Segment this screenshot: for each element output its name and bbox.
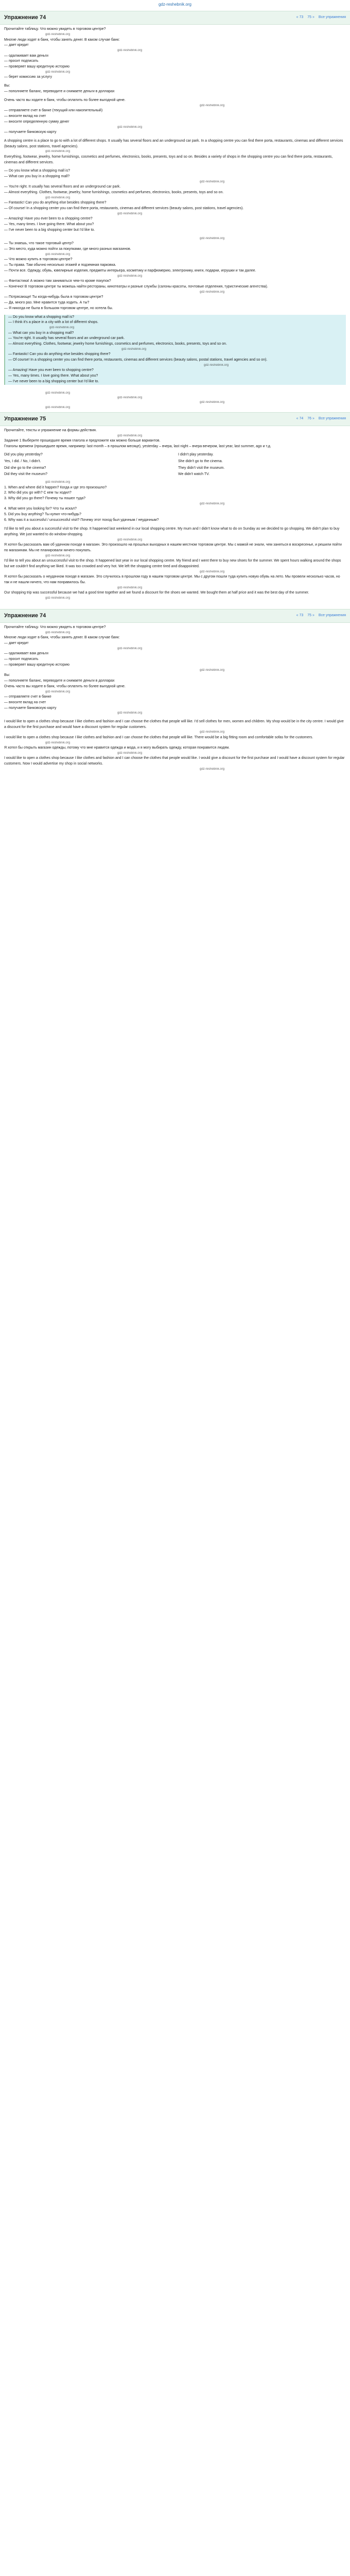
dialog-line: — You're right. It usually has several floors and an underground car park. xyxy=(4,185,121,189)
watermark: gdz-reshebnik.org xyxy=(121,348,147,351)
story-paragraph: I'd like to tell you about a successful visit to the shop. It happened last weekend in our local shopping centre. My mum and I didn't know what to do on Sunday as we decided to go shopping. We didn't plan to buy anything. We just wanted to do window-shopping. xyxy=(4,527,340,536)
table-cell: She didn't go to the cinema. xyxy=(178,459,223,463)
watermark: gdz-reshebnik.org xyxy=(117,212,143,216)
dialog-line: — Do you know what a shopping mall is? xyxy=(8,315,75,319)
text-line: — одалживает вам деньги xyxy=(4,652,48,656)
watermark: gdz-reshebnik.org xyxy=(200,668,225,672)
watermark: gdz-reshebnik.org xyxy=(45,690,71,693)
dialog-line: — Yes, many times. I love going there. What about you? xyxy=(4,223,94,227)
text-line: I would like to open a clothes shop because I like clothes and fashion and I can choose the clothes that people would like. I would give a discount for the first purchase and I would have a discount system for regular customers. Now I would advertise my shop in social networks. xyxy=(4,756,345,766)
all-exercises-link[interactable]: Все упражнения xyxy=(318,614,346,618)
watermark: gdz-reshebnik.org xyxy=(200,570,225,573)
question-item: 1. When and where did it happen? Когда и где это произошло? xyxy=(4,485,107,489)
dialog-line: — Amazing! Have you ever been to a shopping centre? xyxy=(4,217,93,221)
dialog-line: — I've never been to a big shopping center but I'd like to. xyxy=(8,380,99,383)
all-exercises-link[interactable]: Все упражнения xyxy=(318,15,346,20)
text-line: Очень часто вы ходите в банк, чтобы оплатить по более выгодной цене. xyxy=(4,98,126,102)
question-item: 3. Why did you go there? Почему ты пошел туда? xyxy=(4,497,86,501)
dialog-line: — You're right. It usually has several floors and an underground car park. xyxy=(8,336,125,341)
dialog-line: — Almost everything. Clothes, footwear, jewelry, home furnishings, cosmetics and perfumes, electronics, books, presents, toys and so on. xyxy=(4,191,224,195)
text-line: — отправляете счет в банке (текущий или накопительный) xyxy=(4,109,103,113)
dialog-line: — I think it's a place in a city with a lot of different shops. xyxy=(8,320,99,325)
text-line: Вы: xyxy=(4,84,10,88)
watermark: gdz-reshebnik.org xyxy=(45,196,71,200)
watermark: gdz-reshebnik.org xyxy=(45,71,71,74)
exercise-title: Упражнение 74 xyxy=(4,14,46,21)
text-line: Прочитайте таблицу. Что можно увидеть в торговом центре? xyxy=(4,625,106,630)
text-line: — одалживает вам деньги xyxy=(4,54,48,58)
table-cell: I didn't play yesterday. xyxy=(178,452,214,456)
dialog-line: — Yes, many times. I love going there. What about you? xyxy=(8,374,98,378)
text-line: — вносите вклад на счет xyxy=(4,114,46,118)
watermark: gdz-reshebnik.org xyxy=(117,538,143,541)
exercise-body xyxy=(0,27,350,410)
table-cell: Did they visit the museum? xyxy=(4,472,48,477)
watermark: gdz-reshebnik.org xyxy=(45,33,71,37)
text-line: — просит подписать xyxy=(4,59,39,63)
text-line: — вносите вклад на счет xyxy=(4,700,46,704)
translation-line: — Почти все. Одежду, обувь, ювелирные изделия, предметы интерьера, косметику и парфюмерию, электронику, книги, подарки, игрушки и так далее. xyxy=(4,268,256,273)
watermark: gdz-reshebnik.org xyxy=(200,767,225,771)
dialog-line: — Of course! In a shopping center you can find there porta, restaurants, cinemas and different services (beauty salons, post stations, travel agencies). xyxy=(4,207,244,211)
question-item: 2. Who did you go with? С кем ты ходил? xyxy=(4,491,72,495)
translation-line: — Это место, куда можно пойти за покупками, где много разных магазинов. xyxy=(4,247,131,251)
text-line: A shopping centre is a place to go to with a lot of different shops. It usually has several floors and an underground car park. In a shopping centre you can find there porta, restaurants, cinemas and different services (beauty salons, post stations, travel agencies). xyxy=(4,139,343,148)
dialog-line: — What can you buy in a shopping mall? xyxy=(8,331,74,335)
text-line: — пополняете баланс, переводите и снимаете деньги в долларах xyxy=(4,90,115,94)
text-line: — отправляете счет в банке xyxy=(4,694,51,699)
text-line: — проверяет вашу кредитную историю xyxy=(4,65,70,69)
dialog-line: — I've never been to a big shopping center but I'd like to. xyxy=(4,228,95,232)
table-cell: Yes, I did. / No, I didn't. xyxy=(4,459,41,463)
exercise-title: Упражнение 75 xyxy=(4,416,46,422)
watermark: gdz-reshebnik.org xyxy=(45,554,71,557)
examples-table xyxy=(4,452,346,478)
watermark: gdz-reshebnik.org xyxy=(117,49,143,53)
question-item: 6. Why was it a successful / unsuccessful visit? Почему этот поход был удачным / неудачным? xyxy=(4,518,159,522)
exercise-nav xyxy=(296,613,346,619)
prev-exercise-button[interactable]: « 73 xyxy=(296,15,304,20)
dialog-line: — What can you buy in a shopping mall? xyxy=(4,175,70,179)
table-cell: Did she go to the cinema? xyxy=(4,466,46,470)
watermark: gdz-reshebnik.org xyxy=(117,647,143,650)
text-line: — получаете банковскую карту xyxy=(4,130,57,134)
exercise-header xyxy=(0,609,350,623)
exercise-nav xyxy=(296,15,346,21)
story-paragraph: Our shopping trip was successful because we had a good time together and we found a discount for the shoes we wanted. We bought them at half price and it was the best day of the summer. xyxy=(4,590,309,595)
text-line: Everything, footwear, jewelry, home furnishings, cosmetics and perfumes, electronics, books, presents, toys and so on. Besides a variety of shops in the shopping centre you can find there porta, restaurants, cinemas and different services. xyxy=(4,155,333,164)
text-line: I would like to open a clothes shop because I like clothes and fashion and I can choose the clothes that people will like. There would be a big fitting room and comfortable sofas for the customers. xyxy=(4,735,313,739)
dialog-line: — Fantastic! Can you do anything else besides shopping there? xyxy=(4,201,107,205)
watermark: gdz-reshebnik.org xyxy=(117,711,143,715)
exercise-nav xyxy=(296,416,346,422)
text-line: — дает кредит xyxy=(4,641,29,646)
dialog-line: — Fantastic! Can you do anything else besides shopping there? xyxy=(8,352,111,357)
translation-line: — Потрясающе! Ты когда-нибудь была в торговом центре? xyxy=(4,295,103,299)
exercise-header xyxy=(0,412,350,426)
translation-line: — Да, много раз. Мне нравится туда ходить. А ты? xyxy=(4,300,90,304)
translation-line: — Я никогда не была в большом торговом центре, но хотела бы. xyxy=(4,306,113,310)
translation-line: — Ты знаешь, что такое торговый центр? xyxy=(4,242,74,246)
exercise-title: Упражнение 74 xyxy=(4,613,46,619)
watermark: gdz-reshebnik.org xyxy=(117,586,143,589)
question-item: 4. What were you looking for? Что ты искал? xyxy=(4,507,77,511)
watermark: gdz-reshebnik.org xyxy=(200,236,225,240)
watermark: gdz-reshebnik.org xyxy=(200,401,225,404)
prev-exercise-button[interactable]: « 73 xyxy=(296,614,304,618)
next-exercise-button[interactable]: 76 » xyxy=(307,417,314,421)
text-line: — вносите определенную сумму денег xyxy=(4,120,69,124)
story-translation: Я хотел бы рассказать о неудачном походе в магазин. Это случилось в прошлом году в нашем торговом центре. Мы с другом пошли туда купить новую обувь на лето. Мы провели несколько часов, но так и не нашли ничего, что нам понравилось бы. xyxy=(4,574,340,584)
watermark: gdz-reshebnik.org xyxy=(117,434,143,437)
translation-line: — Конечно! В торговом центре ты можешь найти рестораны, кинотеатры и разные службы (салоны красоты, почтовые отделения, туристические агентства). xyxy=(4,284,268,289)
all-exercises-link[interactable]: Все упражнения xyxy=(318,417,346,421)
text-line: — просит подписать xyxy=(4,657,39,662)
table-cell: We didn't watch TV. xyxy=(178,472,210,477)
questions-list xyxy=(4,485,346,523)
watermark: gdz-reshebnik.org xyxy=(45,481,71,484)
watermark: gdz-reshebnik.org xyxy=(200,731,225,734)
table-cell: Did you play yesterday? xyxy=(4,452,43,456)
exercise-header xyxy=(0,11,350,25)
text-line: — получаете банковскую карту xyxy=(4,706,57,710)
text-line: Многие люди ходят в банк, чтобы занять денег. В каком случае банк: xyxy=(4,38,120,42)
text-line: Многие люди ходят в банк, чтобы занять денег. В каком случае банк: xyxy=(4,636,120,640)
next-exercise-button[interactable]: 75 » xyxy=(307,614,314,618)
watermark: gdz-reshebnik.org xyxy=(117,125,143,129)
translation-line: — Что можно купить в торговом центре? xyxy=(4,258,73,262)
dialog-line: — Amazing! Have you ever been to shopping centre? xyxy=(8,368,94,372)
watermark: gdz-reshebnik.org xyxy=(45,596,71,600)
watermark: gdz-reshebnik.org xyxy=(117,396,143,400)
exercise-body xyxy=(0,625,350,772)
prev-exercise-button[interactable]: « 74 xyxy=(296,417,304,421)
watermark: gdz-reshebnik.org xyxy=(117,274,143,278)
watermark: gdz-reshebnik.org xyxy=(200,290,225,294)
table-cell: They didn't visit the museum. xyxy=(178,466,225,470)
translation-line: — Фантастика! А можно там заниматься чем-то кроме покупок? xyxy=(4,279,111,283)
text-line: — проверяет вашу кредитную историю xyxy=(4,663,70,667)
watermark: gdz-reshebnik.org xyxy=(200,104,225,107)
question-item: 5. Did you buy anything? Ты купил что-нибудь? xyxy=(4,513,81,517)
watermark: gdz-reshebnik.org xyxy=(45,631,71,634)
text-line: — пополняете баланс, переводите и снимаете деньги в долларах xyxy=(4,679,115,683)
story-translation: Я хотел бы рассказать вам об удачном походе в магазин. Это произошло на прошлых выходных в нашем местном торговом центре. Мы с мамой не знали, чем заняться в воскресенье, и решили пойти по магазинам. Мы не планировали ничего покупать. xyxy=(4,543,342,552)
dialog-line: — Almost everything. Clothes, footwear, jewelry home furnishings, cosmetics and perfumes, electronics, books, presents, toys and so on. xyxy=(8,342,227,346)
watermark: gdz-reshebnik.org xyxy=(49,326,75,330)
story-paragraph: I'd like to tell you about an unsuccessful visit to the shop. It happened last year in our local shopping centre. My friend and I went there to buy new shoes for the summer. We spent hours walking around the shops but we couldn't find anything we liked. It was too crowded and very hot. We left the shopping centre tired and disappointed. xyxy=(4,558,341,568)
site-url[interactable]: gdz-reshebnik.org xyxy=(158,2,192,7)
text-line: I would like to open a clothes shop because I like clothes and fashion and I can choose the clothes that people will like. I'd sell clothes for men, women and children. My shop would be in the city centre. I would give a discount for the first purchase and would have a discount system for regular customers. xyxy=(4,719,344,729)
exercise-intro: Прочитайте, тексты и упражнение на формы действия. xyxy=(4,429,97,433)
text-line: Я хотел бы открыть магазин одежды, потому что мне нравится одежда и мода, и я могу выбирать одежду, которая понравится людям. xyxy=(4,745,230,750)
watermark: gdz-reshebnik.org xyxy=(45,391,71,395)
rule-text: Глаголы времени (прошедшее время, например: last month – в прошлом месяце), yesterday – вчера, last night – вчера вечером, last year, last summer, ago и т.д. xyxy=(4,445,271,449)
rule-title: Задание 1 Выберите прошедшее время глагола и предложите как можно больше вариантов. xyxy=(4,439,161,443)
next-exercise-button[interactable]: 75 » xyxy=(307,15,314,20)
watermark: gdz-reshebnik.org xyxy=(204,364,229,367)
text-line: Прочитайте таблицу. Что можно увидеть в торговом центре? xyxy=(4,27,106,31)
watermark: gdz-reshebnik.org xyxy=(117,751,143,755)
text-line: Вы: xyxy=(4,673,10,677)
watermark: gdz-reshebnik.org xyxy=(45,741,71,744)
watermark: gdz-reshebnik.org xyxy=(200,180,225,184)
highlighted-dialog xyxy=(4,315,346,385)
watermark: gdz-reshebnik.org xyxy=(45,405,71,409)
translation-line: — Ты права. Там обычно несколько этажей и подземная парковка. xyxy=(4,263,116,267)
text-line: Очень часто вы ходите в банк, чтобы оплатить по более выгодной цене. xyxy=(4,684,126,688)
dialog-line: — Do you know what a shopping mall is? xyxy=(4,169,71,173)
watermark: gdz-reshebnik.org xyxy=(45,252,71,256)
text-line: — берет комиссию за услугу xyxy=(4,75,52,79)
exercise-body xyxy=(0,428,350,607)
dialog-line: — Of course! In a shopping center you can find there porta, restaurants, cinemas and different services (beauty salons, postal stations, travel agencies and so on). xyxy=(8,358,268,362)
watermark: gdz-reshebnik.org xyxy=(200,502,225,506)
text-line: — дает кредит xyxy=(4,43,29,47)
watermark: gdz-reshebnik.org xyxy=(45,150,71,154)
